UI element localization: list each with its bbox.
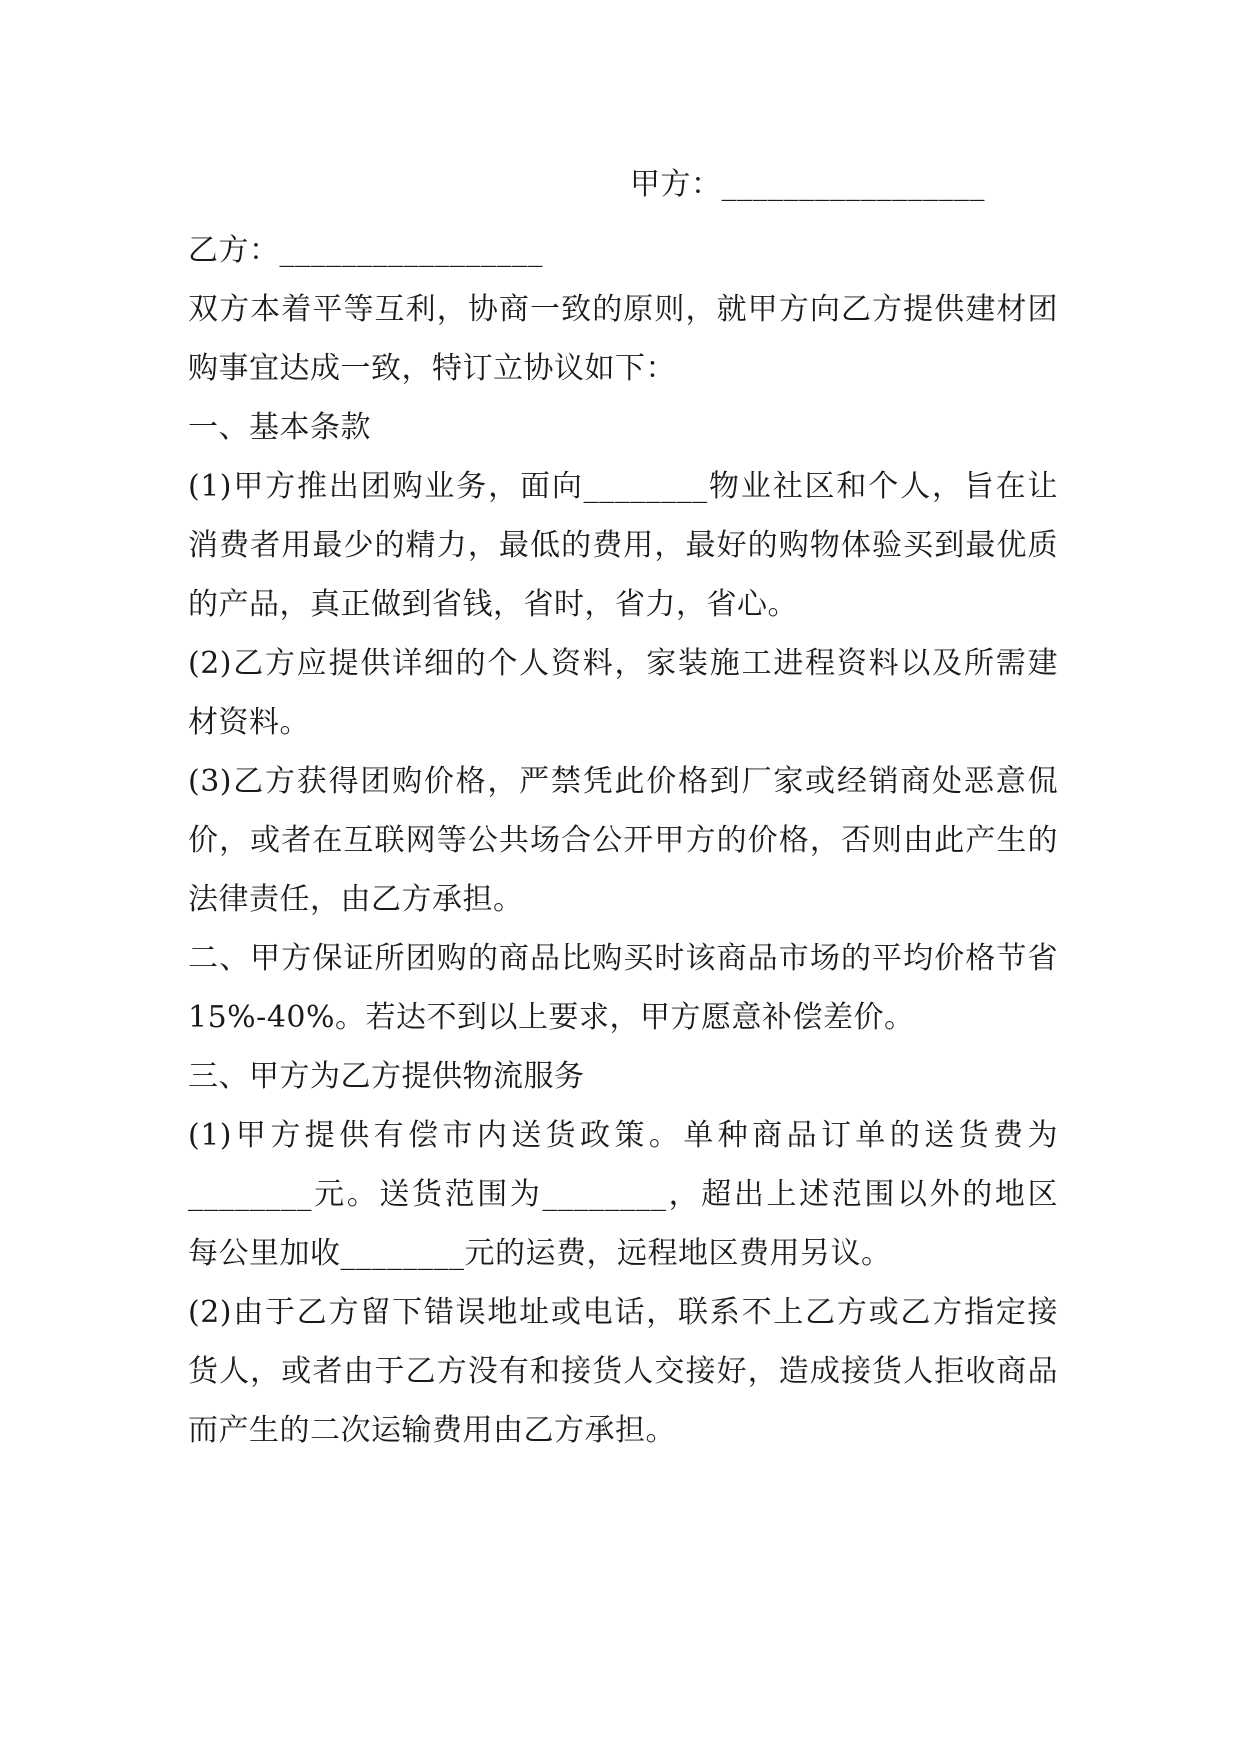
section-heading: 三、甲方为乙方提供物流服务 — [188, 1059, 585, 1094]
paragraph-line: 每公里加收________元的运费，远程地区费用另议。 — [188, 1236, 892, 1271]
paragraph-line: (3)乙方获得团购价格，严禁凭此价格到厂家或经销商处恶意侃 — [188, 764, 1058, 799]
paragraph-line: 法律责任，由乙方承担。 — [188, 882, 524, 917]
section-heading: 二、甲方保证所团购的商品比购买时该商品市场的平均价格节省 — [188, 941, 1058, 976]
paragraph-line: 的产品，真正做到省钱，省时，省力，省心。 — [188, 587, 798, 622]
paragraph-line: 15%-40%。若达不到以上要求，甲方愿意补偿差价。 — [188, 1000, 915, 1035]
paragraph-line: 双方本着平等互利，协商一致的原则，就甲方向乙方提供建材团 — [188, 292, 1058, 327]
paragraph-line: (1)甲方提供有偿市内送货政策。单种商品订单的送货费为 — [188, 1118, 1058, 1153]
paragraph-line: 材资料。 — [188, 705, 310, 740]
paragraph-line: 消费者用最少的精力，最低的费用，最好的购物体验买到最优质 — [188, 528, 1058, 563]
paragraph-line: (1)甲方推出团购业务，面向________物业社区和个人，旨在让 — [188, 469, 1058, 504]
paragraph-line: (2)由于乙方留下错误地址或电话，联系不上乙方或乙方指定接 — [188, 1295, 1058, 1330]
party-a-line: 甲方：_________________ — [630, 167, 985, 202]
party-b-line: 乙方：_________________ — [188, 233, 543, 268]
paragraph-line: 价，或者在互联网等公共场合公开甲方的价格，否则由此产生的 — [188, 823, 1058, 858]
section-heading: 一、基本条款 — [188, 410, 371, 445]
paragraph-line: (2)乙方应提供详细的个人资料，家装施工进程资料以及所需建 — [188, 646, 1058, 681]
paragraph-line: 购事宜达成一致，特订立协议如下： — [188, 351, 676, 386]
paragraph-line: 货人，或者由于乙方没有和接货人交接好，造成接货人拒收商品 — [188, 1354, 1058, 1389]
paragraph-line: ________元。送货范围为________，超出上述范围以外的地区 — [188, 1177, 1058, 1212]
paragraph-line: 而产生的二次运输费用由乙方承担。 — [188, 1413, 676, 1448]
